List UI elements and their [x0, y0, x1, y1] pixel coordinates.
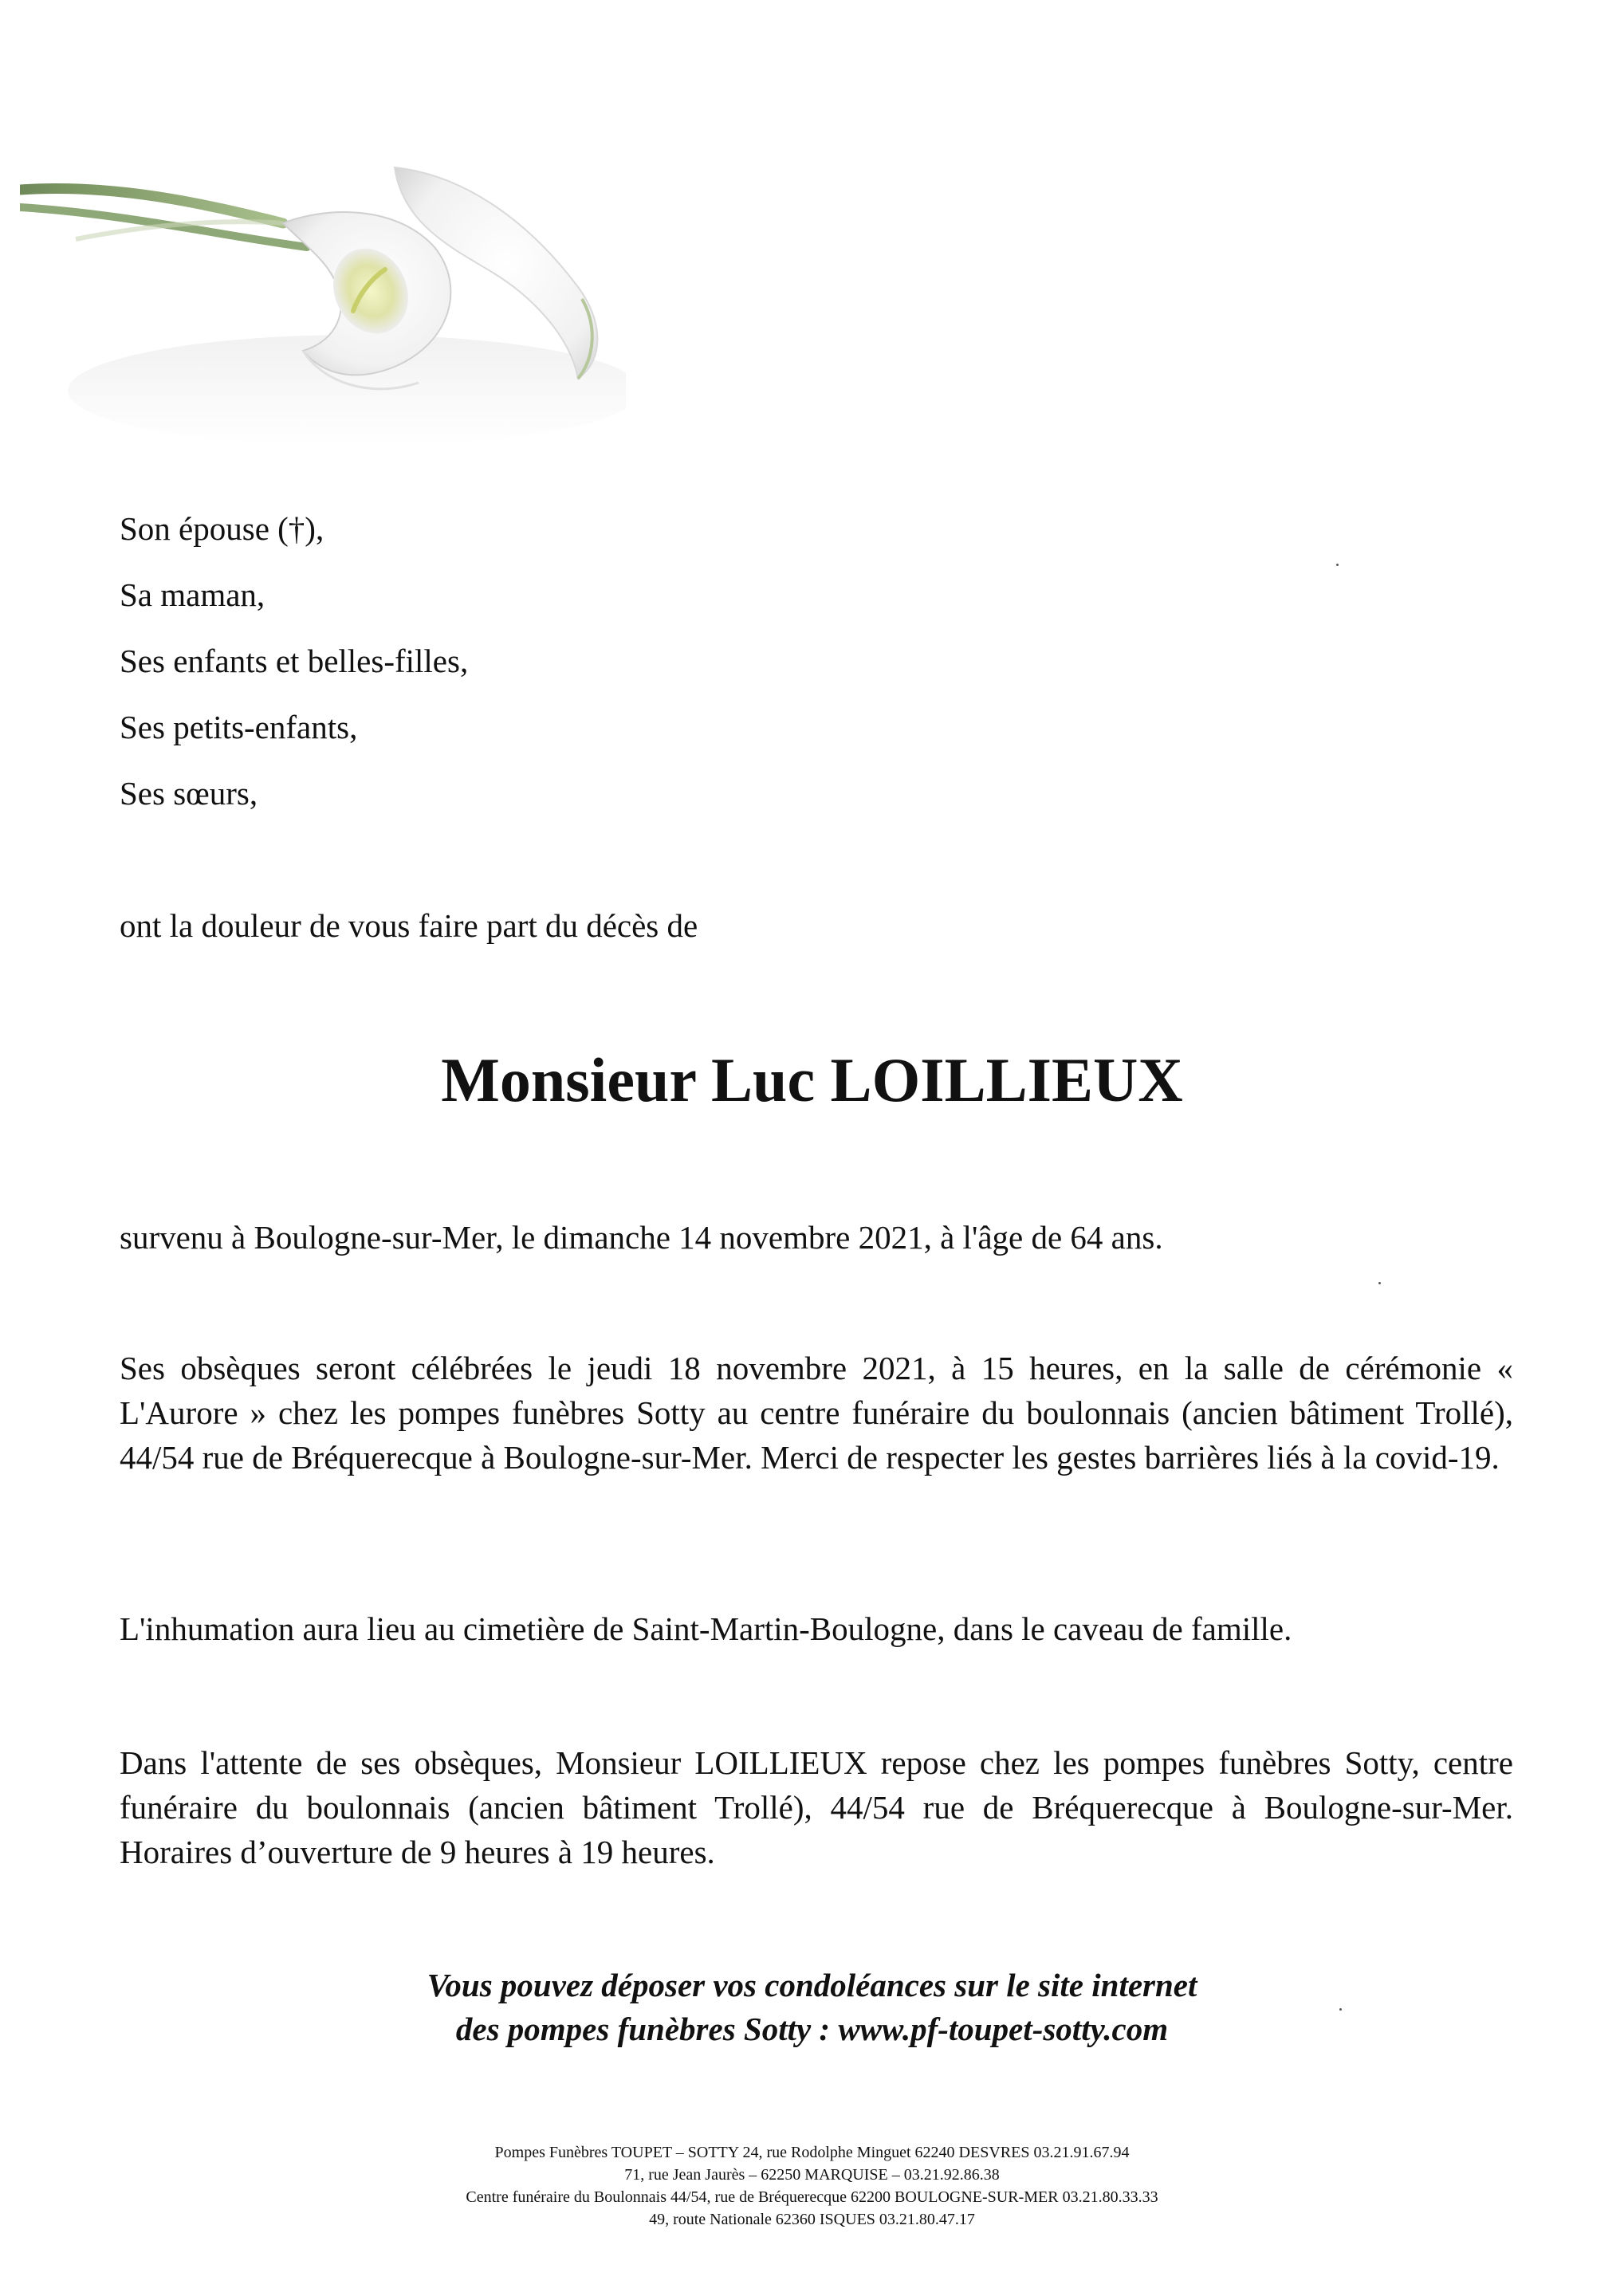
family-line: Ses sœurs,: [120, 775, 258, 812]
repose-paragraph: Dans l'attente de ses obsèques, Monsieur LOILLIEUX repose chez les pompes funèbres Sotty, centre funéraire du boulonnais (ancien bâtiment Trollé), 44/54 rue de Bréquerecque à Boulogne-sur-Mer. Horaires d’ouverture de 9 heures à 19 heures.: [120, 1744, 1513, 1870]
scan-speck: [1336, 564, 1339, 566]
footer-line: 71, rue Jean Jaurès – 62250 MARQUISE – 03.21.92.86.38: [624, 2166, 1000, 2184]
scan-speck: [1378, 1282, 1381, 1284]
burial-paragraph: L'inhumation aura lieu au cimetière de Saint-Martin-Boulogne, dans le caveau de famille.: [120, 1610, 1292, 1647]
calla-lily-illustration: [20, 128, 626, 454]
footer-contacts: [0, 2141, 1624, 2231]
condolences-line: des pompes funèbres Sotty : www.pf-toupet-sotty.com: [455, 2011, 1169, 2047]
family-line: Sa maman,: [120, 576, 265, 613]
condolences-line: Vous pouvez déposer vos condoléances sur le site internet: [427, 1967, 1197, 2003]
footer-line: Pompes Funèbres TOUPET – SOTTY 24, rue Rodolphe Minguet 62240 DESVRES 03.21.91.67.94: [494, 2144, 1130, 2161]
footer-line: Centre funéraire du Boulonnais 44/54, rue de Bréquerecque 62200 BOULOGNE-SUR-MER 03.21.80.33.33: [466, 2188, 1158, 2206]
family-line: Ses petits-enfants,: [120, 709, 358, 745]
announcement-intro: ont la douleur de vous faire part du décès de: [120, 907, 698, 944]
deceased-name: Monsieur Luc LOILLIEUX: [441, 1045, 1183, 1115]
funeral-paragraph: Ses obsèques seront célébrées le jeudi 18 novembre 2021, à 15 heures, en la salle de cérémonie « L'Aurore » chez les pompes funèbres Sotty au centre funéraire du boulonnais (ancien bâtiment Trollé), 44/54 rue de Bréquerecque à Boulogne-sur-Mer. Merci de respecter les gestes barrières liés à la covid-19.: [120, 1350, 1513, 1476]
death-paragraph: survenu à Boulogne-sur-Mer, le dimanche 14 novembre 2021, à l'âge de 64 ans.: [120, 1219, 1163, 1256]
footer-line: 49, route Nationale 62360 ISQUES 03.21.80.47.17: [649, 2211, 975, 2228]
family-line: Son épouse (†),: [120, 510, 324, 547]
condolences-notice: [0, 1964, 1624, 2051]
family-line: Ses enfants et belles-filles,: [120, 643, 469, 679]
family-list: [120, 496, 468, 827]
